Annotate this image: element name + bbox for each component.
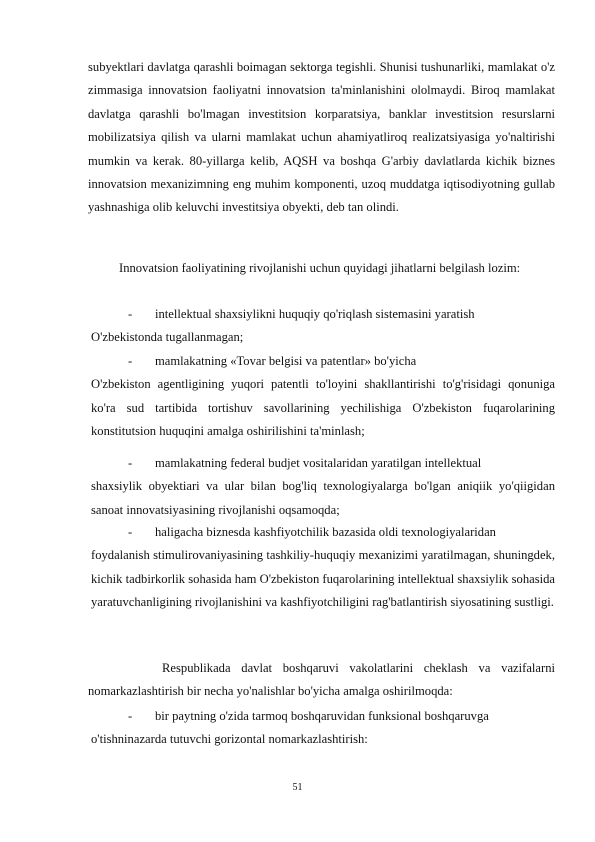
list-item-text: O'zbekiston agentligining yuqori patentli to'loyini shakllantirishi to'g'risidagi qonuniga ko'ra sud tartibida tortishuv savollarining yechilishiga O'zbekiston fuqarolarining konstitutsion huquqini amalga oshirilishini ta'minlash; bbox=[91, 377, 555, 439]
list-item-text: shaxsiylik obyektiari va ular bilan bog'liq texnologiyalarga bo'lgan aniqiik yo'qiigidan sanoat innovatsiyasining rivojlanishi oqsamoqda; bbox=[91, 479, 555, 517]
list-item-first-line: bir paytning o'zida tarmoq boshqaruvidan funksional boshqaruvga bbox=[155, 709, 489, 723]
list-item-first-line: haligacha biznesda kashfiyotchilik bazasida oldi texnologiyalaridan bbox=[155, 525, 496, 539]
paragraph-2: Innovatsion faoliyatining rivojlanishi uchun quyidagi jihatlarni belgilash lozim: bbox=[119, 261, 521, 275]
list-dash: - bbox=[128, 307, 133, 321]
list-item bbox=[91, 303, 555, 350]
page-number: 51 bbox=[292, 782, 303, 793]
list-dash: - bbox=[128, 709, 133, 723]
list-item-text: foydalanish stimulirovaniyasining tashkiliy-huquqiy mexanizimi yaratilmagan, shuningdek, kichik tadbirkorlik sohasida ham O'zbekiston fuqarolarining intellektual shaxsiylik sohasida yaratuvchanligining rivojlanishini va kashfiyotchiligini rag'batlantirish siyosatining sustligi. bbox=[91, 548, 555, 610]
list-item-text: o'tishninazarda tutuvchi gorizontal nomarkazlashtirish: bbox=[91, 732, 368, 747]
list-item bbox=[91, 705, 555, 752]
paragraph-1: subyektlari davlatga qarashli boimagan sektorga tegishli. Shunisi tushunarliki, mamlakat o'z zimmasiga innovatsion faoliyatni innovatsion ta'minlanishini ololmaydi. Biroq mamlakat davlatga qarashli bo'lmagan investitsion korparatsiya, banklar investitsion resurslarni mobilizatsiya qilish va ularni mamlakat uchun ahamiyatliroq realizatsiyasiga yo'naltirishi mumkin va kerak. 80-yillarga kelib, AQSH va boshqa G'arbiy davlatlarda kichik biznes innovatsion mexanizimning eng muhim komponenti, uzoq muddatga iqtisodiyotning gullab yashnashiga olib keluvchi investitsiya obyekti, deb tan olindi. bbox=[88, 60, 555, 215]
list-item bbox=[91, 452, 555, 522]
paragraph-3: Respublikada davlat boshqaruvi vakolatlarini cheklash va vazifalarni nomarkazlashtirish bir necha yo'nalishlar bo'yicha amalga oshirilmoqda: bbox=[88, 661, 555, 699]
list-item bbox=[91, 521, 555, 615]
list-dash: - bbox=[128, 354, 133, 368]
list-item-first-line: mamlakatning «Tovar belgisi va patentlar» bo'yicha bbox=[155, 354, 417, 368]
list-dash: - bbox=[128, 525, 133, 539]
list-item bbox=[91, 350, 555, 444]
list-item-text: O'zbekistonda tugallanmagan; bbox=[91, 330, 244, 345]
list-dash: - bbox=[128, 456, 133, 470]
list-item-first-line: mamlakatning federal budjet vositalaridan yaratilgan intellektual bbox=[155, 456, 482, 470]
list-item-first-line: intellektual shaxsiylikni huquqiy qo'riqlash sistemasini yaratish bbox=[155, 307, 475, 321]
